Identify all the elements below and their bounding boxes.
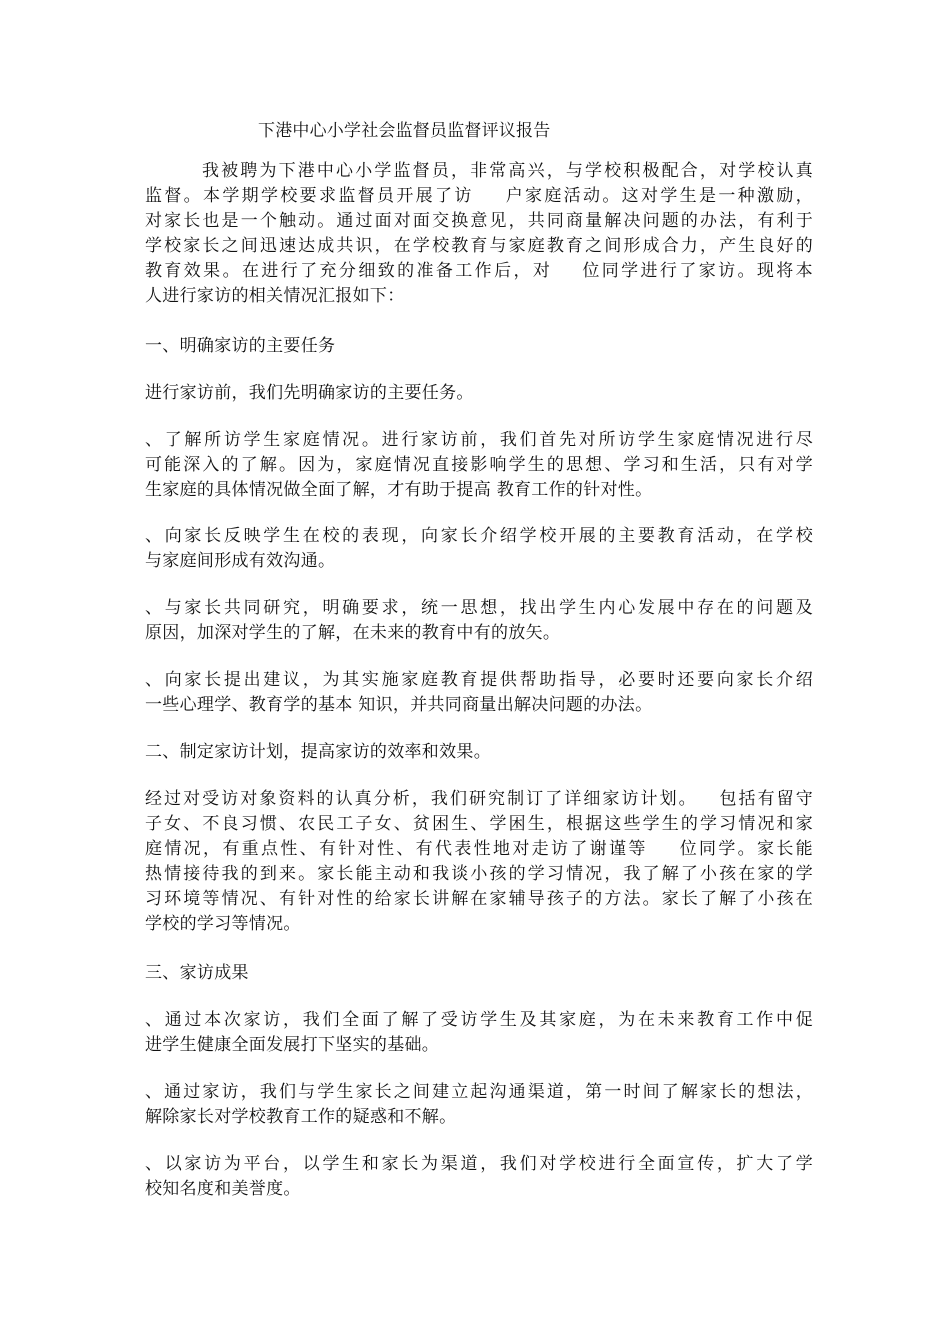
text-line: 习环境等情况、有针对性的给家长讲解在家辅导孩子的方法。家长了解了小孩在 <box>145 889 813 909</box>
list-item <box>145 428 813 503</box>
heading-text: 三、家访成果 <box>145 963 249 983</box>
text-line: 进学生健康全面发展打下坚实的基础。 <box>145 1035 440 1055</box>
text-line: 生家庭的具体情况做全面了解，才有助于提高 教育工作的针对性。 <box>145 480 653 500</box>
text-segment: 位同学进行了家访。现将本 <box>580 261 813 281</box>
text-line: 、与家长共同研究，明确要求，统一思想，找出学生内心发展中存在的问题及 <box>145 598 813 618</box>
list-item <box>145 1080 813 1130</box>
text-segment: 教育效果。在进行了充分细致的准备工作后，对 <box>145 261 553 281</box>
text-line: 与家庭间形成有效沟通。 <box>145 551 336 571</box>
list-item <box>145 668 813 718</box>
text-line <box>145 837 813 862</box>
text-line: 原因，加深对学生的了解，在未来的教育中有的放矢。 <box>145 623 561 643</box>
text-line: 对家长也是一个触动。通过面对面交换意见，共同商量解决问题的办法，有利于 <box>145 211 813 231</box>
text-line: 子女、不良习惯、农民工子女、贫困生、学困生，根据这些学生的学习情况和家 <box>145 814 813 834</box>
text-line: 、向家长反映学生在校的表现，向家长介绍学校开展的主要教育活动，在学校 <box>145 526 813 546</box>
text-line: 解除家长对学校教育工作的疑惑和不解。 <box>145 1107 457 1127</box>
document-title: 下港中心小学社会监督员监督评议报告 <box>258 121 551 141</box>
text-line: 热情接待我的到来。家长能主动和我谈小孩的学习情况，我了解了小孩在家的学 <box>145 864 813 884</box>
section-heading <box>145 334 813 359</box>
text-segment: 户家庭活动。这对学生是一种激励， <box>503 186 813 206</box>
text-segment: 庭情况，有重点性、有针对性、有代表性地对走访了谢谨等 <box>145 839 648 859</box>
text-line: 校知名度和美誉度。 <box>145 1179 301 1199</box>
text-line <box>145 787 813 812</box>
text-line: 我被聘为下港中心小学监督员，非常高兴，与学校积极配合，对学校认真 <box>202 161 813 181</box>
text-line: 可能深入的了解。因为，家庭情况直接影响学生的思想、学习和生活，只有对学 <box>145 455 813 475</box>
section-heading <box>145 740 813 765</box>
list-item <box>145 524 813 574</box>
text-line: 一些心理学、教育学的基本 知识，并共同商量出解决问题的办法。 <box>145 695 653 715</box>
paragraph <box>145 381 813 406</box>
text-line: 、向家长提出建议，为其实施家庭教育提供帮助指导，必要时还要向家长介绍 <box>145 670 813 690</box>
text-line <box>145 259 813 284</box>
text-segment: 包括有留守 <box>717 789 813 809</box>
text-line: 、以家访为平台，以学生和家长为渠道，我们对学校进行全面宣传，扩大了学 <box>145 1154 813 1174</box>
text-segment: 监督。本学期学校要求监督员开展了访 <box>145 186 474 206</box>
text-line: 进行家访前，我们先明确家访的主要任务。 <box>145 383 474 403</box>
paragraph <box>145 787 813 937</box>
text-line: 学校的学习等情况。 <box>145 914 301 934</box>
list-item <box>145 1152 813 1202</box>
intro-paragraph <box>145 159 813 309</box>
text-line: 、了解所访学生家庭情况。进行家访前，我们首先对所访学生家庭情况进行尽 <box>145 430 813 450</box>
section-heading <box>145 961 813 986</box>
heading-text: 一、明确家访的主要任务 <box>145 336 336 356</box>
list-item <box>145 596 813 646</box>
text-segment: 经过对受访对象资料的认真分析，我们研究制订了详细家访计划。 <box>145 789 698 809</box>
text-segment: 位同学。家长能 <box>677 839 813 859</box>
heading-text: 二、制定家访计划，提高家访的效率和效果。 <box>145 742 491 762</box>
list-item <box>145 1008 813 1058</box>
text-line: 学校家长之间迅速达成共识，在学校教育与家庭教育之间形成合力，产生良好的 <box>145 236 813 256</box>
text-line: 人进行家访的相关情况汇报如下： <box>145 286 405 306</box>
text-line: 、通过家访，我们与学生家长之间建立起沟通渠道，第一时间了解家长的想法， <box>145 1082 813 1102</box>
text-line: 、通过本次家访，我们全面了解了受访学生及其家庭，为在未来教育工作中促 <box>145 1010 813 1030</box>
text-line <box>145 184 813 209</box>
